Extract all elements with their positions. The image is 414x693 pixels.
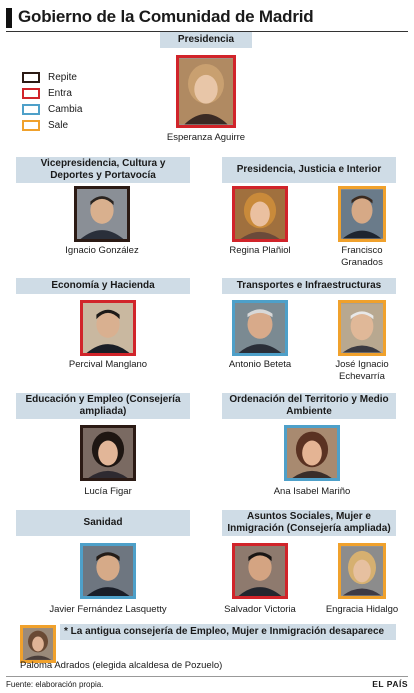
name-aguirre: Esperanza Aguirre [166, 132, 246, 143]
legend-label-repite: Repite [48, 71, 77, 83]
portrait-manglano [80, 300, 136, 356]
section-header-justicia: Presidencia, Justicia e Interior [222, 157, 396, 183]
name-manglano: Percival Manglano [68, 359, 148, 370]
section-header-asuntos: Asuntos Sociales, Mujer e Inmigración (Consejería ampliada) [222, 510, 396, 536]
page-title: Gobierno de la Comunidad de Madrid [18, 7, 314, 26]
portrait-icon [83, 428, 133, 478]
portrait-victoria [232, 543, 288, 599]
portrait-icon [341, 303, 383, 353]
portrait-icon [83, 546, 133, 596]
section-header-educacion: Educación y Empleo (Consejería ampliada) [16, 393, 190, 419]
portrait-icon [23, 628, 53, 660]
legend-item-cambia [22, 102, 82, 116]
portrait-hidalgo [338, 543, 386, 599]
section-header-presidencia: Presidencia [160, 32, 252, 48]
portrait-icon [235, 546, 285, 596]
name-figar: Lucía Figar [84, 486, 132, 497]
portrait-beteta [232, 300, 288, 356]
legend-swatch-sale [22, 120, 40, 131]
title-bar [6, 6, 408, 32]
portrait-icon [341, 546, 383, 596]
portrait-icon [287, 428, 337, 478]
portrait-icon [235, 189, 285, 239]
legend-item-sale [22, 118, 68, 132]
name-hidalgo: Engracia Hidalgo [325, 604, 399, 615]
name-adrados: Paloma Adrados (elegida alcaldesa de Pozuelo) [20, 660, 223, 671]
portrait-icon [341, 189, 383, 239]
section-header-economia: Economía y Hacienda [16, 278, 190, 294]
legend-item-repite [22, 70, 77, 84]
legend-label-sale: Sale [48, 119, 69, 131]
portrait-icon [83, 303, 133, 353]
name-lasquetty: Javier Fernández Lasquetty [49, 604, 167, 615]
portrait-granados [338, 186, 386, 242]
section-header-transportes: Transportes e Infraestructuras [222, 278, 396, 294]
portrait-lasquetty [80, 543, 136, 599]
portrait-gonzalez [74, 186, 130, 242]
name-granados-line [312, 245, 412, 269]
name-granados: Francisco Granados [341, 245, 383, 268]
portrait-planiol [232, 186, 288, 242]
brand-logo: EL PAÍS [372, 679, 408, 689]
portrait-icon [235, 303, 285, 353]
name-beteta: Antonio Beteta [228, 359, 292, 370]
portrait-icon [77, 189, 127, 239]
legend-item-entra [22, 86, 72, 100]
name-gonzalez: Ignacio González [65, 245, 139, 256]
portrait-marino [284, 425, 340, 481]
section-header-ordenacion: Ordenación del Territorio y Medio Ambiente [222, 393, 396, 419]
name-echevarria: José Ignacio Echevarría [335, 359, 389, 382]
name-victoria: Salvador Victoria [224, 604, 296, 615]
footer [6, 676, 408, 690]
portrait-adrados [20, 625, 56, 663]
title-mark [6, 8, 12, 28]
note-header: * La antigua consejería de Empleo, Mujer e Inmigración desaparece [60, 624, 396, 640]
portrait-aguirre [176, 55, 236, 128]
legend-swatch-repite [22, 72, 40, 83]
section-header-vicepresidencia: Vicepresidencia, Cultura y Deportes y Portavocía [16, 157, 190, 183]
portrait-echevarria [338, 300, 386, 356]
section-header-sanidad: Sanidad [16, 510, 190, 536]
portrait-icon [179, 58, 233, 125]
source-note: Fuente: elaboración propia. [6, 680, 104, 689]
portrait-figar [80, 425, 136, 481]
legend-swatch-cambia [22, 104, 40, 115]
name-marino: Ana Isabel Mariño [273, 486, 351, 497]
legend-label-entra: Entra [48, 87, 72, 99]
name-echevarria-line [312, 359, 412, 383]
legend-label-cambia: Cambia [48, 103, 83, 115]
legend-swatch-entra [22, 88, 40, 99]
name-planiol: Regina Plañiol [229, 245, 291, 256]
